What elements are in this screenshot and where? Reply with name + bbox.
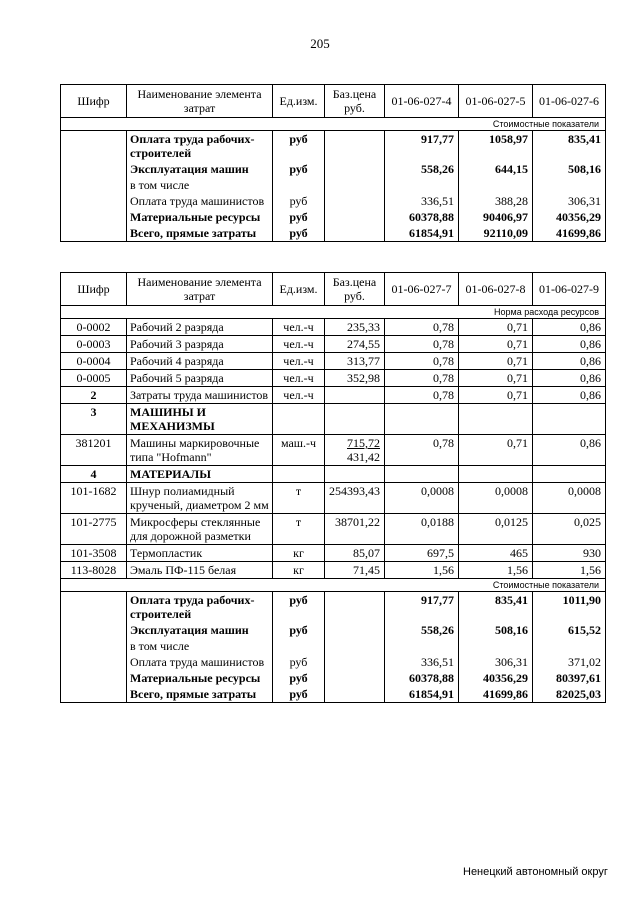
cell-unit: руб: [273, 654, 325, 670]
cell-value: 697,5: [385, 545, 459, 562]
cell-value: 558,26: [385, 161, 459, 177]
cell-value: 0,78: [385, 353, 459, 370]
cell-value: [385, 466, 459, 483]
cell-name: Материальные ресурсы: [127, 670, 273, 686]
table-row: [61, 370, 606, 387]
cell-unit: [273, 466, 325, 483]
cell-value: 0,0008: [459, 483, 533, 514]
cell-code: [61, 193, 127, 209]
table-row: [61, 592, 606, 623]
cell-value: 558,26: [385, 622, 459, 638]
header-price: Баз.цена руб.: [325, 85, 385, 118]
header-col: 01-06-027-5: [459, 85, 533, 118]
cell-unit: руб: [273, 193, 325, 209]
cell-value: [459, 466, 533, 483]
cell-value: 336,51: [385, 193, 459, 209]
cell-value: [459, 404, 533, 435]
cell-price: [325, 622, 385, 638]
cell-value: 92110,09: [459, 225, 533, 242]
cell-price: [325, 686, 385, 703]
cell-name: Оплата труда машинистов: [127, 193, 273, 209]
cell-code: [61, 686, 127, 703]
price-value: 85,07: [353, 546, 380, 560]
cell-name: Термопластик: [127, 545, 273, 562]
cell-name: Всего, прямые затраты: [127, 225, 273, 242]
table-row: [61, 319, 606, 336]
cell-unit: руб: [273, 592, 325, 623]
cell-code: 0-0003: [61, 336, 127, 353]
cell-value: 0,78: [385, 370, 459, 387]
cell-value: 644,15: [459, 161, 533, 177]
cell-value: 41699,86: [533, 225, 606, 242]
table-row: [61, 177, 606, 193]
cell-name: Рабочий 2 разряда: [127, 319, 273, 336]
table-row: [61, 131, 606, 162]
header-code: Шифр: [61, 85, 127, 118]
cell-name: в том числе: [127, 638, 273, 654]
cell-value: 0,86: [533, 370, 606, 387]
header-col: 01-06-027-4: [385, 85, 459, 118]
table-row: [61, 514, 606, 545]
cell-code: 113-8028: [61, 562, 127, 579]
cell-value: 0,0008: [385, 483, 459, 514]
cell-value: 0,78: [385, 319, 459, 336]
cell-value: 615,52: [533, 622, 606, 638]
cell-unit: кг: [273, 562, 325, 579]
cell-unit: маш.-ч: [273, 435, 325, 466]
header-col: 01-06-027-9: [533, 273, 606, 306]
cell-value: 60378,88: [385, 670, 459, 686]
cell-value: 371,02: [533, 654, 606, 670]
cell-value: 82025,03: [533, 686, 606, 703]
cell-value: 388,28: [459, 193, 533, 209]
cell-unit: руб: [273, 209, 325, 225]
cell-code: 3: [61, 404, 127, 435]
cell-code: [61, 225, 127, 242]
cell-code: 2: [61, 387, 127, 404]
cell-code: [61, 209, 127, 225]
cell-code: [61, 131, 127, 162]
cell-value: [459, 638, 533, 654]
cell-value: 1,56: [459, 562, 533, 579]
cell-code: 0-0004: [61, 353, 127, 370]
header-col: 01-06-027-8: [459, 273, 533, 306]
cell-value: 0,71: [459, 319, 533, 336]
table1-body: [61, 131, 606, 242]
cell-unit: т: [273, 483, 325, 514]
cell-name: Рабочий 5 разряда: [127, 370, 273, 387]
cell-value: 80397,61: [533, 670, 606, 686]
cell-code: [61, 670, 127, 686]
strip-label: Норма расхода ресурсов: [61, 306, 606, 319]
cell-name: Шнур полиамидный крученый, диаметром 2 мм: [127, 483, 273, 514]
header-col: 01-06-027-7: [385, 273, 459, 306]
cell-value: [459, 177, 533, 193]
cell-value: 60378,88: [385, 209, 459, 225]
strip-label: Стоимостные показатели: [61, 579, 606, 592]
header-col: 01-06-027-6: [533, 85, 606, 118]
cell-price: [325, 545, 385, 562]
cell-unit: [273, 404, 325, 435]
cell-code: 101-1682: [61, 483, 127, 514]
cell-value: [385, 177, 459, 193]
cell-value: 930: [533, 545, 606, 562]
cell-name: МАТЕРИАЛЫ: [127, 466, 273, 483]
header-price: Баз.цена руб.: [325, 273, 385, 306]
cell-price: [325, 654, 385, 670]
cell-unit: т: [273, 514, 325, 545]
table-row: [61, 545, 606, 562]
cell-value: 0,78: [385, 336, 459, 353]
table-row: [61, 209, 606, 225]
cell-code: [61, 177, 127, 193]
cell-code: [61, 622, 127, 638]
price-value: 352,98: [347, 371, 380, 385]
cell-value: 0,0008: [533, 483, 606, 514]
cell-value: 336,51: [385, 654, 459, 670]
cell-name: Рабочий 3 разряда: [127, 336, 273, 353]
cell-value: 1058,97: [459, 131, 533, 162]
cell-value: 61854,91: [385, 686, 459, 703]
price-value: 254393,43: [329, 484, 380, 498]
cell-price: [325, 336, 385, 353]
cell-name: Эмаль ПФ-115 белая: [127, 562, 273, 579]
price-value: 715,72: [347, 436, 380, 450]
cell-name: Эксплуатация машин: [127, 622, 273, 638]
price-value: 38701,22: [335, 515, 380, 529]
cell-name: Всего, прямые затраты: [127, 686, 273, 703]
cell-value: 0,86: [533, 387, 606, 404]
cell-unit: руб: [273, 686, 325, 703]
cell-code: [61, 638, 127, 654]
table-row: [61, 435, 606, 466]
cell-value: [533, 638, 606, 654]
price-value-2: 431,42: [347, 450, 380, 464]
cell-value: 0,71: [459, 370, 533, 387]
cell-value: [533, 466, 606, 483]
cell-value: 40356,29: [533, 209, 606, 225]
cell-name: Материальные ресурсы: [127, 209, 273, 225]
price-value: 274,55: [347, 337, 380, 351]
cell-name: Рабочий 4 разряда: [127, 353, 273, 370]
cell-unit: руб: [273, 161, 325, 177]
cell-value: 0,0188: [385, 514, 459, 545]
cell-value: 0,86: [533, 353, 606, 370]
cell-unit: чел.-ч: [273, 370, 325, 387]
cell-unit: руб: [273, 670, 325, 686]
cost-table-1: [60, 84, 606, 242]
table-row: [61, 670, 606, 686]
header-name: Наименование элемента затрат: [127, 273, 273, 306]
cell-code: 381201: [61, 435, 127, 466]
cell-value: 0,71: [459, 387, 533, 404]
cell-value: [533, 177, 606, 193]
cell-value: 61854,91: [385, 225, 459, 242]
cell-value: 917,77: [385, 592, 459, 623]
cell-value: 0,78: [385, 387, 459, 404]
price-value: 313,77: [347, 354, 380, 368]
header-unit: Ед.изм.: [273, 273, 325, 306]
cell-value: 508,16: [533, 161, 606, 177]
cell-name: Микросферы стеклянные для дорожной разметки: [127, 514, 273, 545]
cell-price: [325, 638, 385, 654]
cell-price: [325, 209, 385, 225]
cell-value: 0,71: [459, 353, 533, 370]
cell-value: 0,86: [533, 319, 606, 336]
header-name: Наименование элемента затрат: [127, 85, 273, 118]
cell-unit: кг: [273, 545, 325, 562]
header-code: Шифр: [61, 273, 127, 306]
cell-name: Оплата труда рабочих-строителей: [127, 592, 273, 623]
cell-unit: чел.-ч: [273, 387, 325, 404]
table-row: [61, 562, 606, 579]
cell-price: [325, 562, 385, 579]
footer-region: Ненецкий автономный округ: [463, 866, 608, 878]
cell-name: Оплата труда рабочих-строителей: [127, 131, 273, 162]
cell-value: 1,56: [385, 562, 459, 579]
cell-price: [325, 370, 385, 387]
table-row: [61, 161, 606, 177]
cell-name: Затраты труда машинистов: [127, 387, 273, 404]
cell-price: [325, 592, 385, 623]
table1-header-row: [61, 85, 606, 118]
cell-code: 0-0005: [61, 370, 127, 387]
cell-unit: руб: [273, 131, 325, 162]
cell-price: [325, 514, 385, 545]
cell-value: 0,86: [533, 336, 606, 353]
page-number: 205: [310, 36, 330, 51]
table2-cost-strip: [61, 579, 606, 592]
cell-code: [61, 654, 127, 670]
price-value: 71,45: [353, 563, 380, 577]
cell-value: 90406,97: [459, 209, 533, 225]
table-row: [61, 622, 606, 638]
table-row: [61, 336, 606, 353]
table2-header-row: [61, 273, 606, 306]
cell-code: 101-2775: [61, 514, 127, 545]
cell-price: [325, 161, 385, 177]
cell-value: 0,71: [459, 336, 533, 353]
table-row: [61, 387, 606, 404]
cell-unit: чел.-ч: [273, 353, 325, 370]
strip-label: Стоимостные показатели: [61, 118, 606, 131]
cell-price: [325, 193, 385, 209]
cell-unit: [273, 638, 325, 654]
cell-price: [325, 404, 385, 435]
cell-price: [325, 466, 385, 483]
cell-code: 0-0002: [61, 319, 127, 336]
cell-value: 508,16: [459, 622, 533, 638]
cell-price: [325, 353, 385, 370]
table-row: [61, 686, 606, 703]
cell-value: 0,0125: [459, 514, 533, 545]
cell-code: 101-3508: [61, 545, 127, 562]
table-row: [61, 466, 606, 483]
cell-value: 41699,86: [459, 686, 533, 703]
table2-totals: [61, 592, 606, 703]
cell-value: 0,78: [385, 435, 459, 466]
cell-code: [61, 161, 127, 177]
cell-value: 1,56: [533, 562, 606, 579]
cell-value: 306,31: [459, 654, 533, 670]
table-row: [61, 225, 606, 242]
cell-name: МАШИНЫ И МЕХАНИЗМЫ: [127, 404, 273, 435]
cell-value: [385, 638, 459, 654]
cell-name: Эксплуатация машин: [127, 161, 273, 177]
cell-name: Оплата труда машинистов: [127, 654, 273, 670]
cell-unit: чел.-ч: [273, 336, 325, 353]
table-row: [61, 654, 606, 670]
cell-value: 917,77: [385, 131, 459, 162]
cell-value: 1011,90: [533, 592, 606, 623]
cell-unit: [273, 177, 325, 193]
cell-unit: чел.-ч: [273, 319, 325, 336]
cell-value: 0,025: [533, 514, 606, 545]
table1-cost-strip: [61, 118, 606, 131]
cell-price: [325, 387, 385, 404]
cell-price: [325, 177, 385, 193]
cell-price: [325, 670, 385, 686]
cell-value: [533, 404, 606, 435]
table2-body: [61, 319, 606, 579]
cell-value: 0,86: [533, 435, 606, 466]
cell-value: 306,31: [533, 193, 606, 209]
cell-value: 0,71: [459, 435, 533, 466]
cell-value: 835,41: [533, 131, 606, 162]
table-row: [61, 193, 606, 209]
table-row: [61, 483, 606, 514]
cell-price: [325, 225, 385, 242]
header-unit: Ед.изм.: [273, 85, 325, 118]
cell-name: Машины маркировочные типа "Hofmann": [127, 435, 273, 466]
cell-value: [385, 404, 459, 435]
table-row: [61, 353, 606, 370]
cell-price: [325, 483, 385, 514]
cost-table-2: [60, 272, 606, 703]
cell-value: 835,41: [459, 592, 533, 623]
cell-price: [325, 319, 385, 336]
cell-value: 465: [459, 545, 533, 562]
cell-unit: руб: [273, 622, 325, 638]
cell-code: [61, 592, 127, 623]
price-value: 235,33: [347, 320, 380, 334]
cell-price: [325, 131, 385, 162]
cell-code: 4: [61, 466, 127, 483]
cell-price: [325, 435, 385, 466]
table-row: [61, 404, 606, 435]
cell-name: в том числе: [127, 177, 273, 193]
cell-value: 40356,29: [459, 670, 533, 686]
table2-norm-strip: [61, 306, 606, 319]
table-row: [61, 638, 606, 654]
cell-unit: руб: [273, 225, 325, 242]
